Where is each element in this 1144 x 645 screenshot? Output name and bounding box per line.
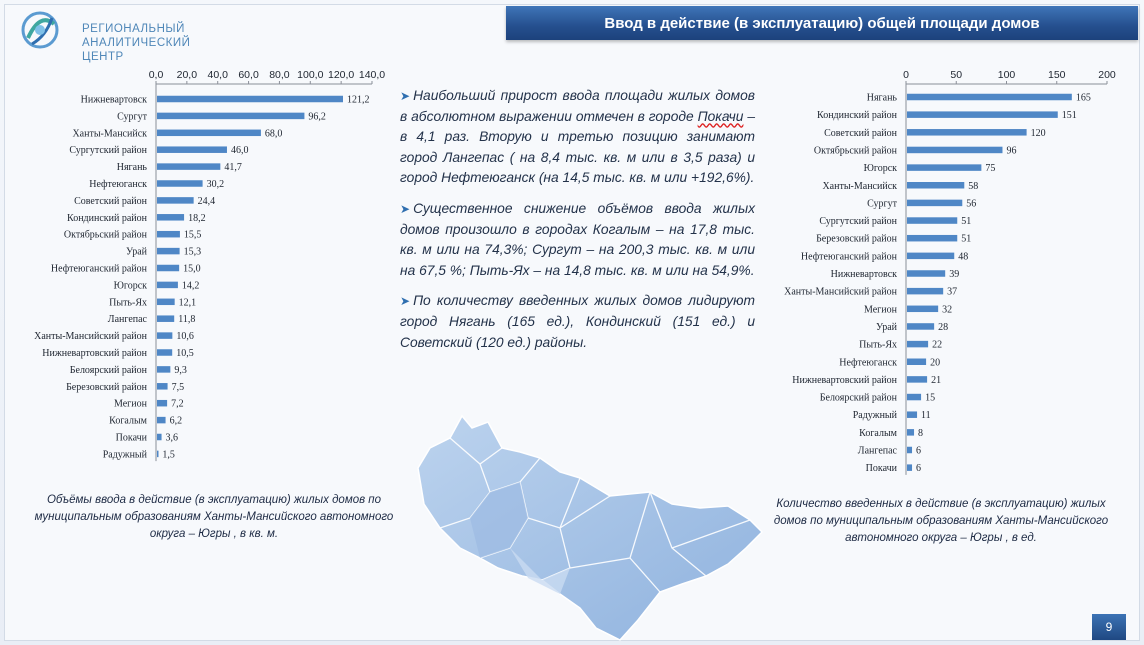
category-label: Октябрьский район [813, 145, 897, 157]
value-label: 68,0 [264, 128, 283, 140]
value-label: 46,0 [230, 145, 249, 157]
category-label: Сургут [867, 198, 897, 210]
bar [907, 253, 954, 260]
x-tick-label: 100 [997, 69, 1016, 81]
bar [907, 288, 943, 295]
value-label: 120 [1030, 127, 1046, 139]
slide-title: Ввод в действие (в эксплуатацию) общей площади домов [506, 6, 1138, 40]
org-line1: РЕГИОНАЛЬНЫЙ [82, 23, 185, 35]
category-label: Ханты-Мансийский район [34, 331, 147, 343]
value-label: 39 [949, 269, 960, 280]
bar [907, 341, 928, 348]
narrative-paragraph-2: ➤ Существенное снижение объёмов ввода жилых домов произошло в городах Когалым – на 17,8 тыс. кв. м или на 74,3%; Сургут – на 200,3 тыс. кв. м или на 67,5 %; Пыть-Ях – на 14,8 тыс. кв. м или на 54,9%. [400, 200, 755, 278]
value-label: 11,8 [178, 314, 196, 326]
bar [907, 376, 927, 383]
value-label: 30,2 [206, 179, 225, 190]
category-label: Лангепас [857, 445, 897, 457]
narrative-paragraph-1: ➤ Наибольший прирост ввода площади жилых домов в абсолютном выражении отмечен в городе Покачи – в 4,1 раз. Вторую и третью позицию занимают город Лангепас ( на 8,4 тыс. кв. м или в 3,5 раза) и город Нефтеюганск (на 14,5 тыс. кв. м или +192,6%). [400, 88, 755, 186]
category-label: Покачи [115, 432, 147, 444]
bar [907, 429, 914, 436]
bar [907, 306, 938, 313]
value-label: 48 [958, 251, 969, 263]
logo [18, 8, 228, 63]
category-label: Пыть-Ях [859, 339, 897, 351]
bar [157, 130, 261, 137]
x-tick-label: 150 [1047, 69, 1066, 81]
chart-count-svg [760, 64, 1140, 476]
category-label: Югорск [113, 280, 147, 292]
category-label: Сургутский район [69, 145, 147, 157]
value-label: 14,2 [181, 280, 200, 292]
bar [157, 332, 172, 339]
x-tick-label: 140,0 [358, 69, 386, 81]
logo-emblem-icon [18, 8, 70, 52]
region-map [410, 408, 770, 644]
bar [157, 113, 304, 120]
value-label: 151 [1061, 110, 1077, 122]
bar [157, 366, 170, 373]
x-tick-label: 60,0 [238, 69, 259, 81]
value-label: 96 [1006, 145, 1017, 157]
value-label: 58 [968, 180, 979, 192]
category-label: Нижневартовский район [42, 348, 147, 359]
value-label: 51 [961, 216, 972, 228]
category-label: Пыть-Ях [109, 297, 147, 309]
page-number: 9 [1092, 614, 1126, 640]
value-label: 15 [925, 392, 936, 404]
bar [907, 217, 957, 224]
bar [157, 299, 175, 306]
bar [907, 200, 962, 207]
x-tick-label: 100,0 [297, 69, 324, 81]
value-label: 28 [938, 321, 949, 333]
category-label: Нефтеюганск [839, 357, 897, 369]
category-label: Ханты-Мансийский район [784, 286, 897, 298]
chart-area-volume [8, 64, 400, 464]
bar [907, 464, 912, 471]
category-label: Мегион [863, 304, 897, 316]
category-label: Кондинский район [67, 212, 147, 224]
value-label: 56 [966, 198, 977, 210]
x-tick-label: 0 [903, 69, 909, 81]
value-label: 12,1 [178, 297, 197, 309]
x-tick-label: 200 [1098, 69, 1116, 81]
value-label: 11 [921, 410, 931, 422]
highlight-city: Покачи [697, 108, 744, 124]
bar [157, 231, 180, 238]
bar [157, 96, 343, 103]
value-label: 8 [918, 427, 924, 439]
arrow-bullet-icon: ➤ [400, 201, 411, 216]
bar [907, 359, 926, 366]
value-label: 9,3 [174, 364, 187, 376]
arrow-bullet-icon: ➤ [400, 89, 411, 103]
bar [907, 129, 1027, 136]
bar [157, 197, 194, 204]
category-label: Сургутский район [819, 216, 897, 228]
value-label: 18,2 [188, 212, 206, 224]
category-label: Урай [126, 246, 147, 258]
category-label: Березовский район [816, 233, 897, 245]
bar [907, 447, 912, 454]
value-label: 10,5 [176, 348, 194, 359]
value-label: 37 [947, 286, 958, 298]
bar [907, 394, 921, 401]
category-label: Радужный [852, 410, 897, 422]
org-line2: АНАЛИТИЧЕСКИЙ ЦЕНТР [82, 37, 191, 63]
category-label: Когалым [859, 427, 897, 439]
value-label: 75 [985, 163, 996, 175]
category-label: Белоярский район [819, 392, 897, 404]
category-label: Белоярский район [69, 364, 147, 376]
category-label: Ханты-Мансийск [72, 128, 147, 140]
bar [157, 214, 184, 221]
bar [157, 163, 220, 170]
value-label: 3,6 [165, 432, 179, 444]
bar [907, 323, 934, 330]
category-label: Покачи [865, 463, 897, 475]
bar [907, 235, 957, 242]
bar [157, 451, 159, 458]
category-label: Сургут [117, 111, 147, 123]
value-label: 20 [930, 357, 941, 369]
category-label: Нижневартовск [80, 94, 147, 106]
bar [157, 383, 168, 390]
category-label: Ханты-Мансийск [822, 180, 897, 192]
category-label: Нефтеюганский район [800, 251, 897, 263]
x-tick-label: 40,0 [207, 69, 228, 81]
category-label: Мегион [113, 398, 147, 410]
bar [907, 111, 1058, 118]
arrow-bullet-icon: ➤ [400, 294, 411, 309]
value-label: 10,6 [176, 331, 194, 343]
category-label: Кондинский район [817, 110, 897, 122]
bar [157, 434, 162, 441]
x-tick-label: 80,0 [269, 69, 290, 81]
value-label: 121,2 [346, 94, 370, 106]
x-tick-label: 0,0 [148, 69, 164, 81]
x-tick-label: 50 [950, 69, 963, 81]
category-label: Нижневартовск [830, 269, 897, 280]
category-label: Советский район [824, 127, 897, 139]
bar [907, 411, 917, 418]
category-label: Югорск [863, 163, 897, 175]
caption-count-chart: Количество введенных в действие (в эксплуатацию) жилых домов по муниципальным образованиям Ханты-Мансийского автономного округа – Югры , в ед. [773, 498, 1109, 544]
value-label: 6,2 [169, 415, 183, 427]
narrative-paragraph-3: ➤ По количеству введенных жилых домов лидируют город Нягань (165 ед.), Кондинский (151 ед.) и Советский (120 ед.) районы. [400, 293, 755, 350]
category-label: Нягань [866, 92, 897, 104]
chart-volume-svg [8, 64, 400, 464]
category-label: Нефтеюганский район [50, 263, 147, 275]
value-label: 32 [942, 304, 953, 316]
value-label: 41,7 [224, 162, 242, 174]
value-label: 15,3 [183, 246, 202, 258]
x-tick-label: 120,0 [328, 69, 355, 81]
category-label: Лангепас [107, 314, 147, 326]
value-label: 6 [916, 463, 922, 475]
bar [907, 270, 945, 277]
category-label: Березовский район [66, 381, 147, 393]
value-label: 51 [961, 233, 972, 245]
bar [157, 265, 179, 272]
bar [157, 282, 178, 289]
category-label: Когалым [109, 415, 147, 427]
bar [157, 349, 172, 356]
x-tick-label: 20,0 [176, 69, 198, 81]
value-label: 7,2 [171, 398, 184, 410]
value-label: 24,4 [197, 195, 216, 207]
bar [907, 182, 964, 189]
bar [157, 417, 166, 424]
value-label: 7,5 [171, 381, 185, 393]
value-label: 96,2 [308, 111, 326, 123]
value-label: 15,5 [183, 229, 202, 241]
value-label: 21 [931, 374, 942, 386]
category-label: Радужный [102, 449, 147, 461]
bar [157, 400, 167, 407]
bar [157, 146, 227, 153]
value-label: 15,0 [183, 263, 201, 275]
value-label: 165 [1075, 92, 1091, 104]
category-label: Советский район [74, 195, 147, 207]
value-label: 6 [916, 445, 922, 457]
chart-area-count [760, 64, 1140, 476]
narrative-block [400, 86, 755, 363]
bar [157, 248, 180, 255]
bar [157, 315, 174, 322]
bar [907, 94, 1072, 101]
caption-volume-chart: Объёмы ввода в действие (в эксплуатацию) жилых домов по муниципальным образованиям Ханты-Мансийского автономного округа – Югры , в кв. м. [34, 494, 394, 540]
category-label: Урай [876, 321, 897, 333]
category-label: Нягань [116, 162, 147, 174]
category-label: Нижневартовский район [792, 374, 897, 386]
logo-text [82, 22, 228, 64]
region-map-illustration [410, 408, 770, 644]
value-label: 22 [932, 339, 943, 351]
bar [157, 180, 203, 187]
bar [907, 164, 981, 171]
value-label: 1,5 [162, 449, 175, 461]
bar [907, 147, 1002, 154]
category-label: Нефтеюганск [89, 179, 147, 190]
category-label: Октябрьский район [63, 229, 147, 241]
